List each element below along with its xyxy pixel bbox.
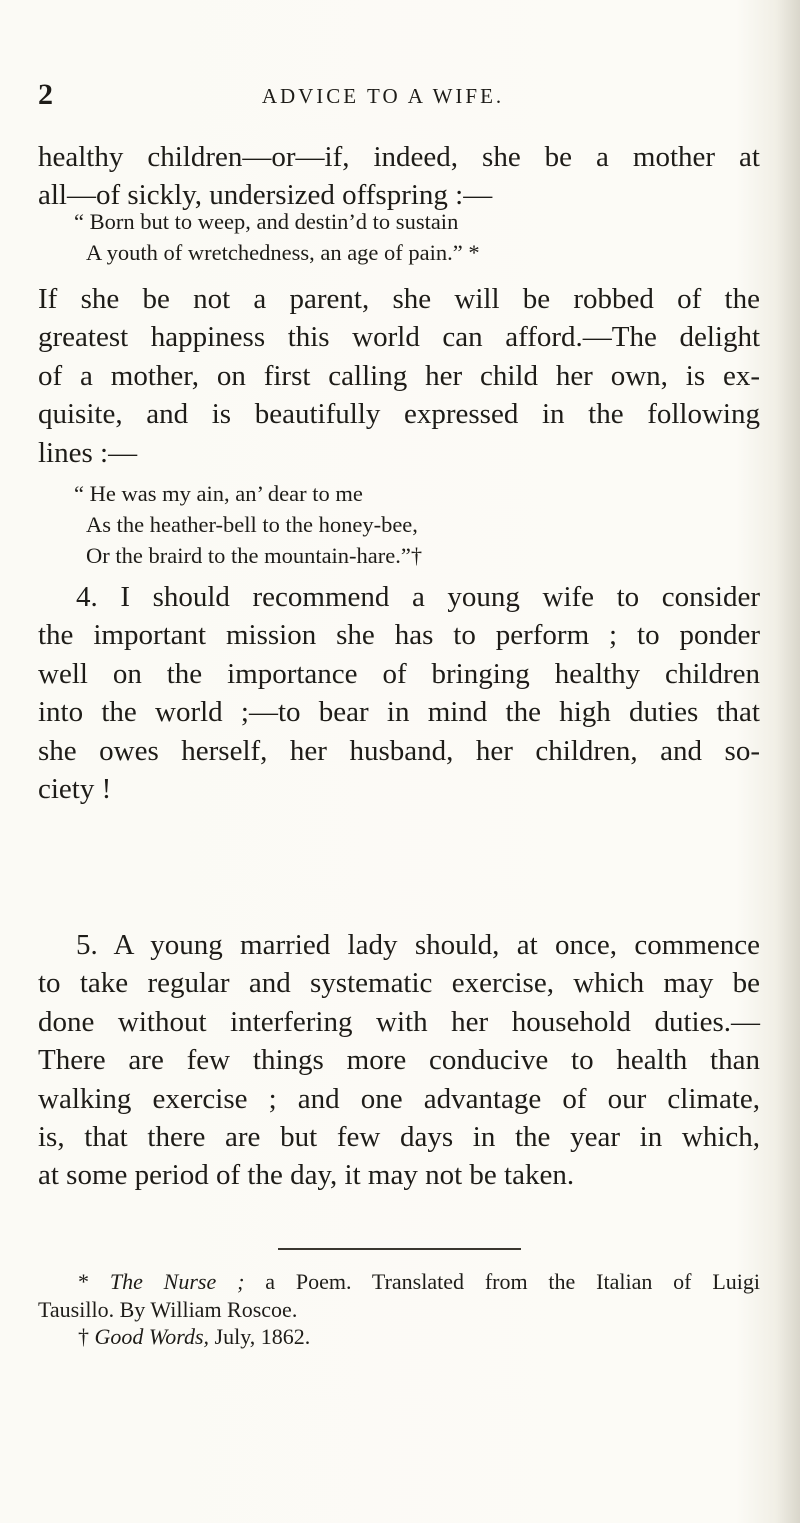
text-line: walking exercise ; and one advantage of our climate,: [38, 1082, 760, 1115]
text-line: healthy children—or—if, indeed, she be a mother at: [38, 141, 760, 173]
verse-quotation-nurse: [74, 206, 480, 268]
running-head: ADVICE TO A WIFE.: [261, 84, 505, 108]
text-line: to take regular and systematic exercise, which may be: [38, 967, 760, 1000]
verse-line: “ He was my ain, an’ dear to me: [74, 481, 363, 506]
paragraph-section-5: [38, 926, 760, 1195]
verse-quotation-good-words: [74, 478, 422, 571]
text-line: of a mother, on first calling her child her own, is ex-: [38, 359, 760, 392]
text-line: There are few things more conducive to health than: [38, 1044, 760, 1077]
text-line: all—of sickly, undersized offspring :—: [38, 179, 493, 212]
text-line: she owes herself, her husband, her children, and so-: [38, 734, 760, 767]
page-number: 2: [38, 78, 53, 111]
verse-line: “ Born but to weep, and destin’d to sustain: [74, 209, 459, 234]
footnote-2: [38, 1323, 760, 1351]
footnote-text: July, 1862.: [209, 1324, 311, 1349]
footnote-1-continuation: Tausillo. By William Roscoe.: [38, 1296, 298, 1322]
text-line: is, that there are but few days in the year in which,: [38, 1121, 760, 1154]
text-line: lines :—: [38, 436, 138, 469]
footnote-mark: †: [78, 1324, 95, 1349]
page-header: [38, 78, 728, 118]
footnote-1: [38, 1268, 760, 1296]
text-line: at some period of the day, it may not be taken.: [38, 1159, 575, 1192]
paragraph-continuation: [38, 138, 760, 215]
text-line: 4. I should recommend a young wife to consider: [76, 581, 760, 613]
footnote-source-title: The Nurse ;: [109, 1269, 245, 1294]
text-line: ciety !: [38, 773, 112, 806]
text-line: well on the importance of bringing healthy children: [38, 657, 760, 690]
verse-line: A youth of wretchedness, an age of pain.” *: [86, 240, 480, 265]
footnote-text: a Poem. Translated from the Italian of Luigi: [244, 1269, 761, 1294]
text-line: into the world ;—to bear in mind the high duties that: [38, 696, 760, 729]
footnote-source-title: Good Words,: [94, 1324, 210, 1349]
text-line: done without interfering with her household duties.—: [38, 1005, 760, 1038]
text-line: 5. A young married lady should, at once, commence: [76, 929, 760, 961]
text-line: If she be not a parent, she will be robbed of the: [38, 283, 760, 315]
paragraph-section-4: [38, 578, 760, 808]
footnote-mark: *: [78, 1269, 110, 1294]
footnotes: [38, 1268, 760, 1351]
text-line: quisite, and is beautifully expressed in the following: [38, 398, 760, 431]
verse-line: As the heather-bell to the honey-bee,: [86, 512, 418, 537]
footnote-divider: [278, 1248, 521, 1250]
verse-line: Or the braird to the mountain-hare.”†: [86, 543, 423, 568]
paragraph-parent-happiness: [38, 280, 760, 472]
text-line: greatest happiness this world can afford.—The delight: [38, 321, 760, 354]
text-line: the important mission she has to perform ; to ponder: [38, 619, 760, 652]
